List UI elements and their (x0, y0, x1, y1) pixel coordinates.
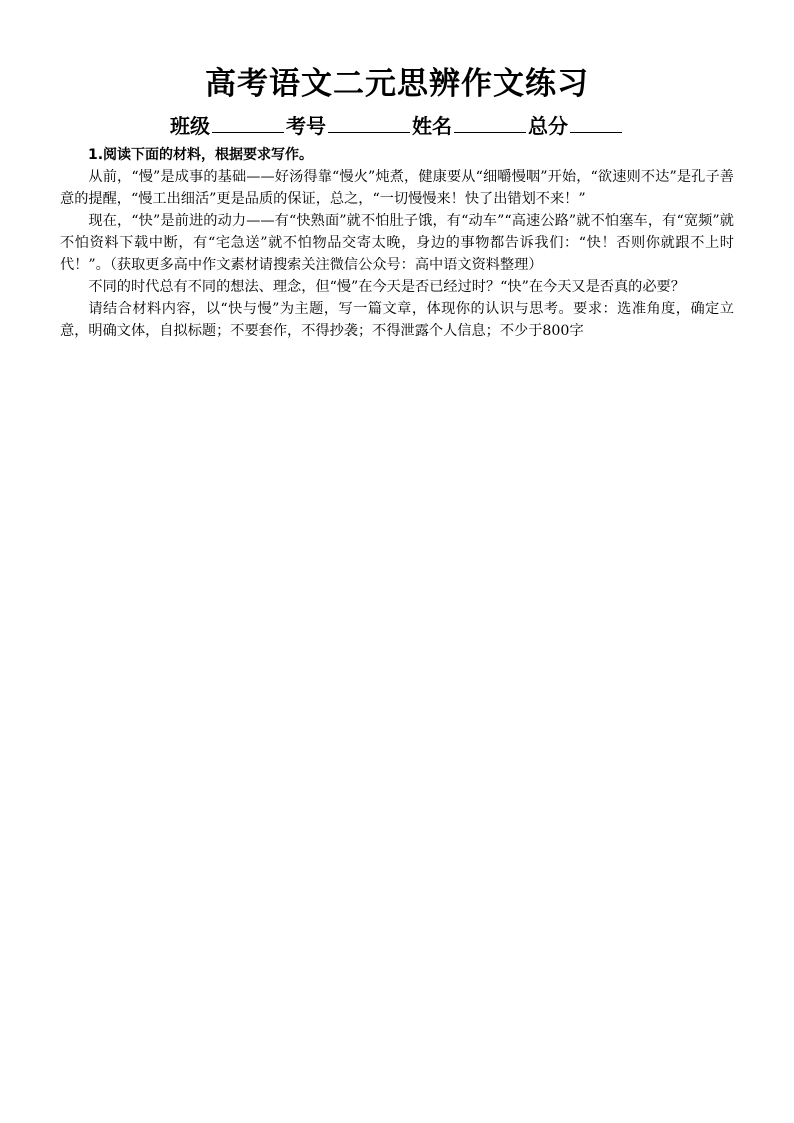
page-title: 高考语文二元思辨作文练习 (205, 66, 589, 102)
total-score-label: 总分 (528, 114, 568, 138)
class-label: 班级 (170, 114, 210, 138)
material-paragraph-question: 不同的时代总有不同的想法、理念，但“慢”在今天是否已经过时？“快”在今天又是否真的必要？ (88, 279, 685, 295)
question-prompt: 1.阅读下面的材料，根据要求写作。 (88, 147, 314, 163)
writing-requirements: 请结合材料内容，以“快与慢”为主题，写一篇文章，体现你的认识与思考。要求：选准角度，确定立意，明确文体，自拟标题；不要套作，不得抄袭；不得泄露个人信息；不少于800字 (60, 301, 734, 339)
exam-number-label: 考号 (286, 114, 326, 138)
name-label: 姓名 (412, 114, 452, 138)
name-blank (454, 114, 526, 133)
exam-number-blank (328, 114, 410, 133)
student-info-line (0, 110, 794, 139)
class-blank (212, 114, 284, 133)
material-paragraph-present: 现在，“快”是前进的动力——有“快熟面”就不怕肚子饿，有“动车”“高速公路”就不怕塞车，有“宽频”就不怕资料下载中断，有“宅急送”就不怕物品交寄太晚，身边的事物都告诉我们：“快！否则你就跟不上时代！”。（获取更多高中作文素材请搜索关注微信公众号：高中语文资料整理） (60, 213, 734, 273)
total-score-blank (570, 114, 622, 133)
material-paragraph-past: 从前，“慢”是成事的基础——好汤得靠“慢火”炖煮，健康要从“细嚼慢咽”开始，“欲速则不达”是孔子善意的提醒，“慢工出细活”更是品质的保证，总之，“一切慢慢来！快了出错划不来！” (60, 169, 734, 207)
question-body (60, 144, 734, 342)
